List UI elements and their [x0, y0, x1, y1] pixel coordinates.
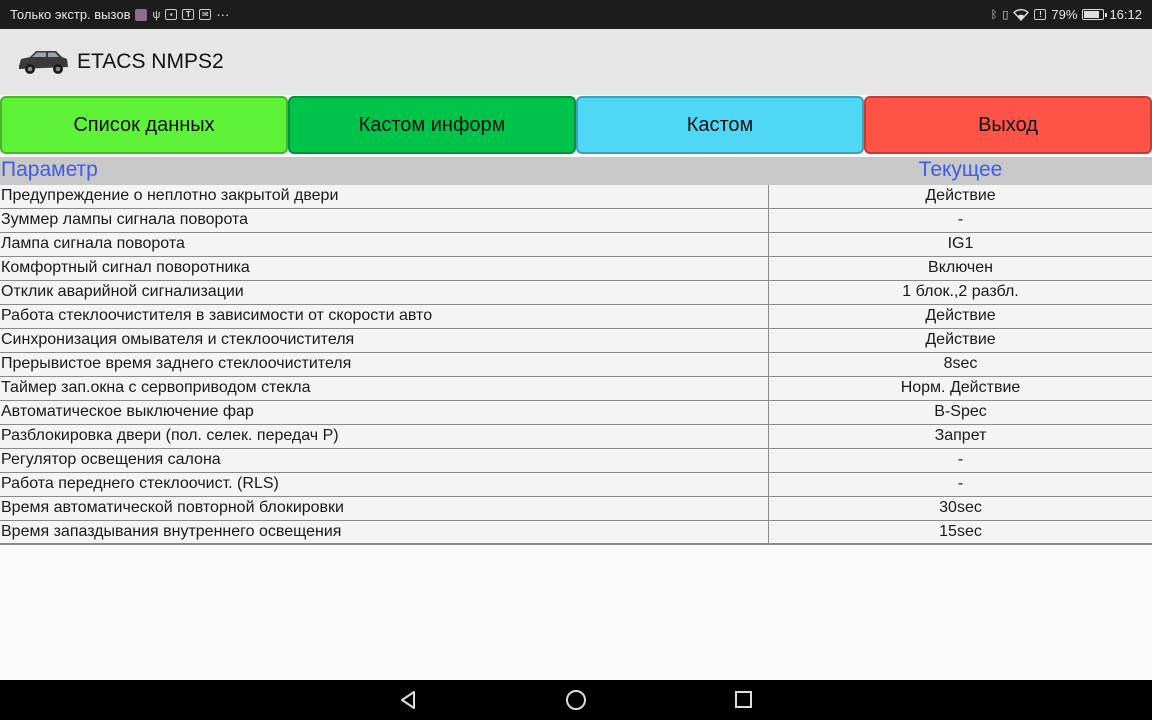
custom-button-label: Кастом	[686, 113, 754, 136]
parameter-value: -	[957, 211, 964, 228]
parameter-name: Комфортный сигнал поворотника	[1, 259, 250, 276]
car-icon	[16, 46, 70, 78]
status-left	[10, 0, 229, 29]
parameter-name: Синхронизация омывателя и стеклоочистителя	[1, 331, 355, 348]
table-row[interactable]	[0, 305, 1152, 329]
status-right	[991, 0, 1142, 29]
app-title: ETACS NMPS2	[77, 50, 224, 73]
table-row[interactable]	[0, 425, 1152, 449]
text-icon: T	[182, 9, 194, 20]
parameter-name: Таймер зап.окна с сервоприводом стекла	[1, 379, 311, 396]
parameter-value: Запрет	[934, 427, 987, 444]
clock: 16:12	[1109, 7, 1142, 22]
custom-button[interactable]	[576, 96, 864, 154]
parameter-value: IG1	[947, 235, 974, 252]
data-list-button[interactable]	[0, 96, 288, 154]
home-circle-icon[interactable]	[566, 690, 586, 710]
mail-icon: ✉	[199, 9, 211, 20]
parameter-name: Автоматическое выключение фар	[1, 403, 254, 420]
column-header-current: Текущее	[918, 158, 1003, 181]
table-row[interactable]	[0, 521, 1152, 545]
exit-button[interactable]	[864, 96, 1152, 154]
battery-icon	[1082, 9, 1104, 20]
table-row[interactable]	[0, 401, 1152, 425]
battery-fill	[1084, 11, 1098, 18]
parameter-value: 15sec	[939, 523, 982, 540]
wifi-icon	[1013, 9, 1029, 21]
table-row[interactable]	[0, 377, 1152, 401]
bluetooth-icon: ᛒ	[990, 8, 998, 21]
table-row[interactable]	[0, 329, 1152, 353]
parameter-name: Разблокировка двери (пол. селек. передач P)	[1, 427, 339, 444]
parameter-value: Включен	[928, 259, 993, 276]
parameter-value: 8sec	[943, 355, 978, 372]
parameter-value: Действие	[925, 307, 996, 324]
parameter-value: Действие	[925, 331, 996, 348]
parameter-name: Работа стеклоочистителя в зависимости от скорости авто	[1, 307, 433, 324]
carrier-text: Только экстр. вызов	[10, 7, 131, 22]
gallery-icon: ▪	[165, 9, 177, 20]
table-row[interactable]	[0, 209, 1152, 233]
navigation-bar	[0, 680, 1152, 720]
parameter-value: -	[957, 475, 964, 492]
parameter-name: Время запаздывания внутреннего освещения	[1, 523, 342, 540]
status-bar	[0, 0, 1152, 29]
app-header	[0, 29, 1152, 95]
more-icon: ···	[216, 7, 230, 22]
parameter-value: 1 блок.,2 разбл.	[902, 283, 1019, 300]
table-row[interactable]	[0, 257, 1152, 281]
parameter-name: Время автоматической повторной блокировки	[1, 499, 344, 516]
parameter-name: Прерывистое время заднего стеклоочистителя	[1, 355, 352, 372]
parameter-name: Лампа сигнала поворота	[1, 235, 185, 252]
parameter-value: 30sec	[939, 499, 982, 516]
table-row[interactable]	[0, 473, 1152, 497]
parameter-name: Регулятор освещения салона	[1, 451, 221, 468]
table-row[interactable]	[0, 497, 1152, 521]
sim-icon: !	[1034, 9, 1046, 20]
app-icon	[135, 9, 147, 21]
battery-percent: 79%	[1051, 7, 1078, 22]
back-triangle-icon[interactable]	[398, 690, 418, 710]
recent-square-icon[interactable]	[735, 691, 752, 708]
column-header-parameter: Параметр	[1, 158, 98, 181]
table-row[interactable]	[0, 185, 1152, 209]
parameter-value: -	[957, 451, 964, 468]
table-row[interactable]	[0, 233, 1152, 257]
button-row	[0, 96, 1152, 154]
parameter-value: Норм. Действие	[900, 379, 1021, 396]
data-list-button-label: Список данных	[73, 113, 215, 136]
parameter-name: Работа переднего стеклоочист. (RLS)	[1, 475, 279, 492]
custom-info-button-label: Кастом информ	[358, 113, 506, 136]
parameter-name: Отклик аварийной сигнализации	[1, 283, 244, 300]
table-header	[0, 157, 1152, 185]
exit-button-label: Выход	[978, 113, 1038, 136]
usb-icon: ψ	[152, 8, 161, 21]
parameter-value: Действие	[925, 187, 996, 204]
table-row[interactable]	[0, 353, 1152, 377]
custom-info-button[interactable]	[288, 96, 576, 154]
parameter-table	[0, 185, 1152, 545]
parameter-name: Зуммер лампы сигнала поворота	[1, 211, 249, 228]
table-row[interactable]	[0, 281, 1152, 305]
vibrate-icon: ▯	[1002, 9, 1009, 21]
parameter-name: Предупреждение о неплотно закрытой двери	[1, 187, 339, 204]
table-row[interactable]	[0, 449, 1152, 473]
parameter-value: B-Spec	[934, 403, 987, 420]
